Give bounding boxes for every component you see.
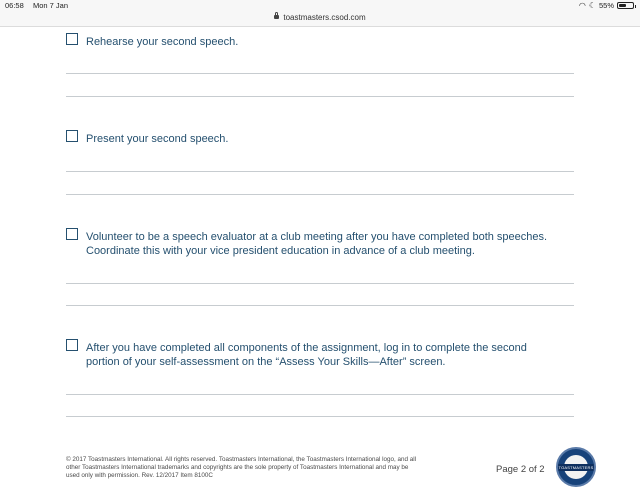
copyright-line: other Toastmasters International trademarks and copyrights are the sole property of Toastmasters International and may be [66, 464, 409, 471]
checkbox-self-assessment[interactable] [66, 339, 78, 351]
checkbox-present-speech[interactable] [66, 130, 78, 142]
copyright-line: used only with permission. Rev. 12/2017 Item 8100C [66, 472, 213, 479]
battery-percent: 55% [598, 1, 614, 10]
item-text-line: Coordinate this with your vice president education in advance of a club meeting. [86, 244, 475, 257]
status-date: Mon 7 Jan [33, 1, 69, 10]
item-text-line: Volunteer to be a speech evaluator at a club meeting after you have completed both speeches. [86, 231, 548, 243]
item-text-line: Rehearse your second speech. [86, 36, 239, 48]
item-text-line: After you have completed all components of the assignment, log in to complete the second [86, 342, 527, 354]
logo-text: TOASTMASTERS [558, 465, 594, 470]
writing-line [66, 194, 574, 195]
status-bar [0, 0, 640, 27]
item-self-assessment [86, 342, 586, 369]
battery-icon [617, 2, 634, 9]
writing-line [66, 96, 574, 97]
status-time: 06:58 [5, 1, 24, 10]
address-bar[interactable] [0, 13, 640, 22]
copyright-notice [66, 456, 476, 480]
checkbox-volunteer-evaluator[interactable] [66, 228, 78, 240]
writing-line [66, 416, 574, 417]
writing-line [66, 305, 574, 306]
item-volunteer-evaluator [86, 231, 586, 258]
battery-fill [619, 4, 626, 7]
page-number: Page 2 of 2 [496, 464, 545, 475]
writing-line [66, 73, 574, 74]
checkbox-rehearse-speech[interactable] [66, 33, 78, 45]
writing-line [66, 171, 574, 172]
item-text-line: Present your second speech. [86, 133, 229, 145]
lock-icon [274, 15, 279, 19]
copyright-line: © 2017 Toastmasters International. All rights reserved. Toastmasters International, the Toastmasters International logo, and all [66, 456, 417, 463]
writing-line [66, 394, 574, 395]
item-rehearse-speech [86, 36, 586, 50]
status-indicators [579, 1, 634, 10]
moon-icon: ☾ [588, 1, 596, 10]
wifi-icon: ◠ [578, 1, 586, 10]
toastmasters-logo [556, 447, 596, 487]
writing-line [66, 283, 574, 284]
item-present-speech [86, 133, 586, 147]
item-text-line: portion of your self-assessment on the “Assess Your Skills—After” screen. [86, 355, 446, 368]
url-text: toastmasters.csod.com [283, 13, 366, 22]
